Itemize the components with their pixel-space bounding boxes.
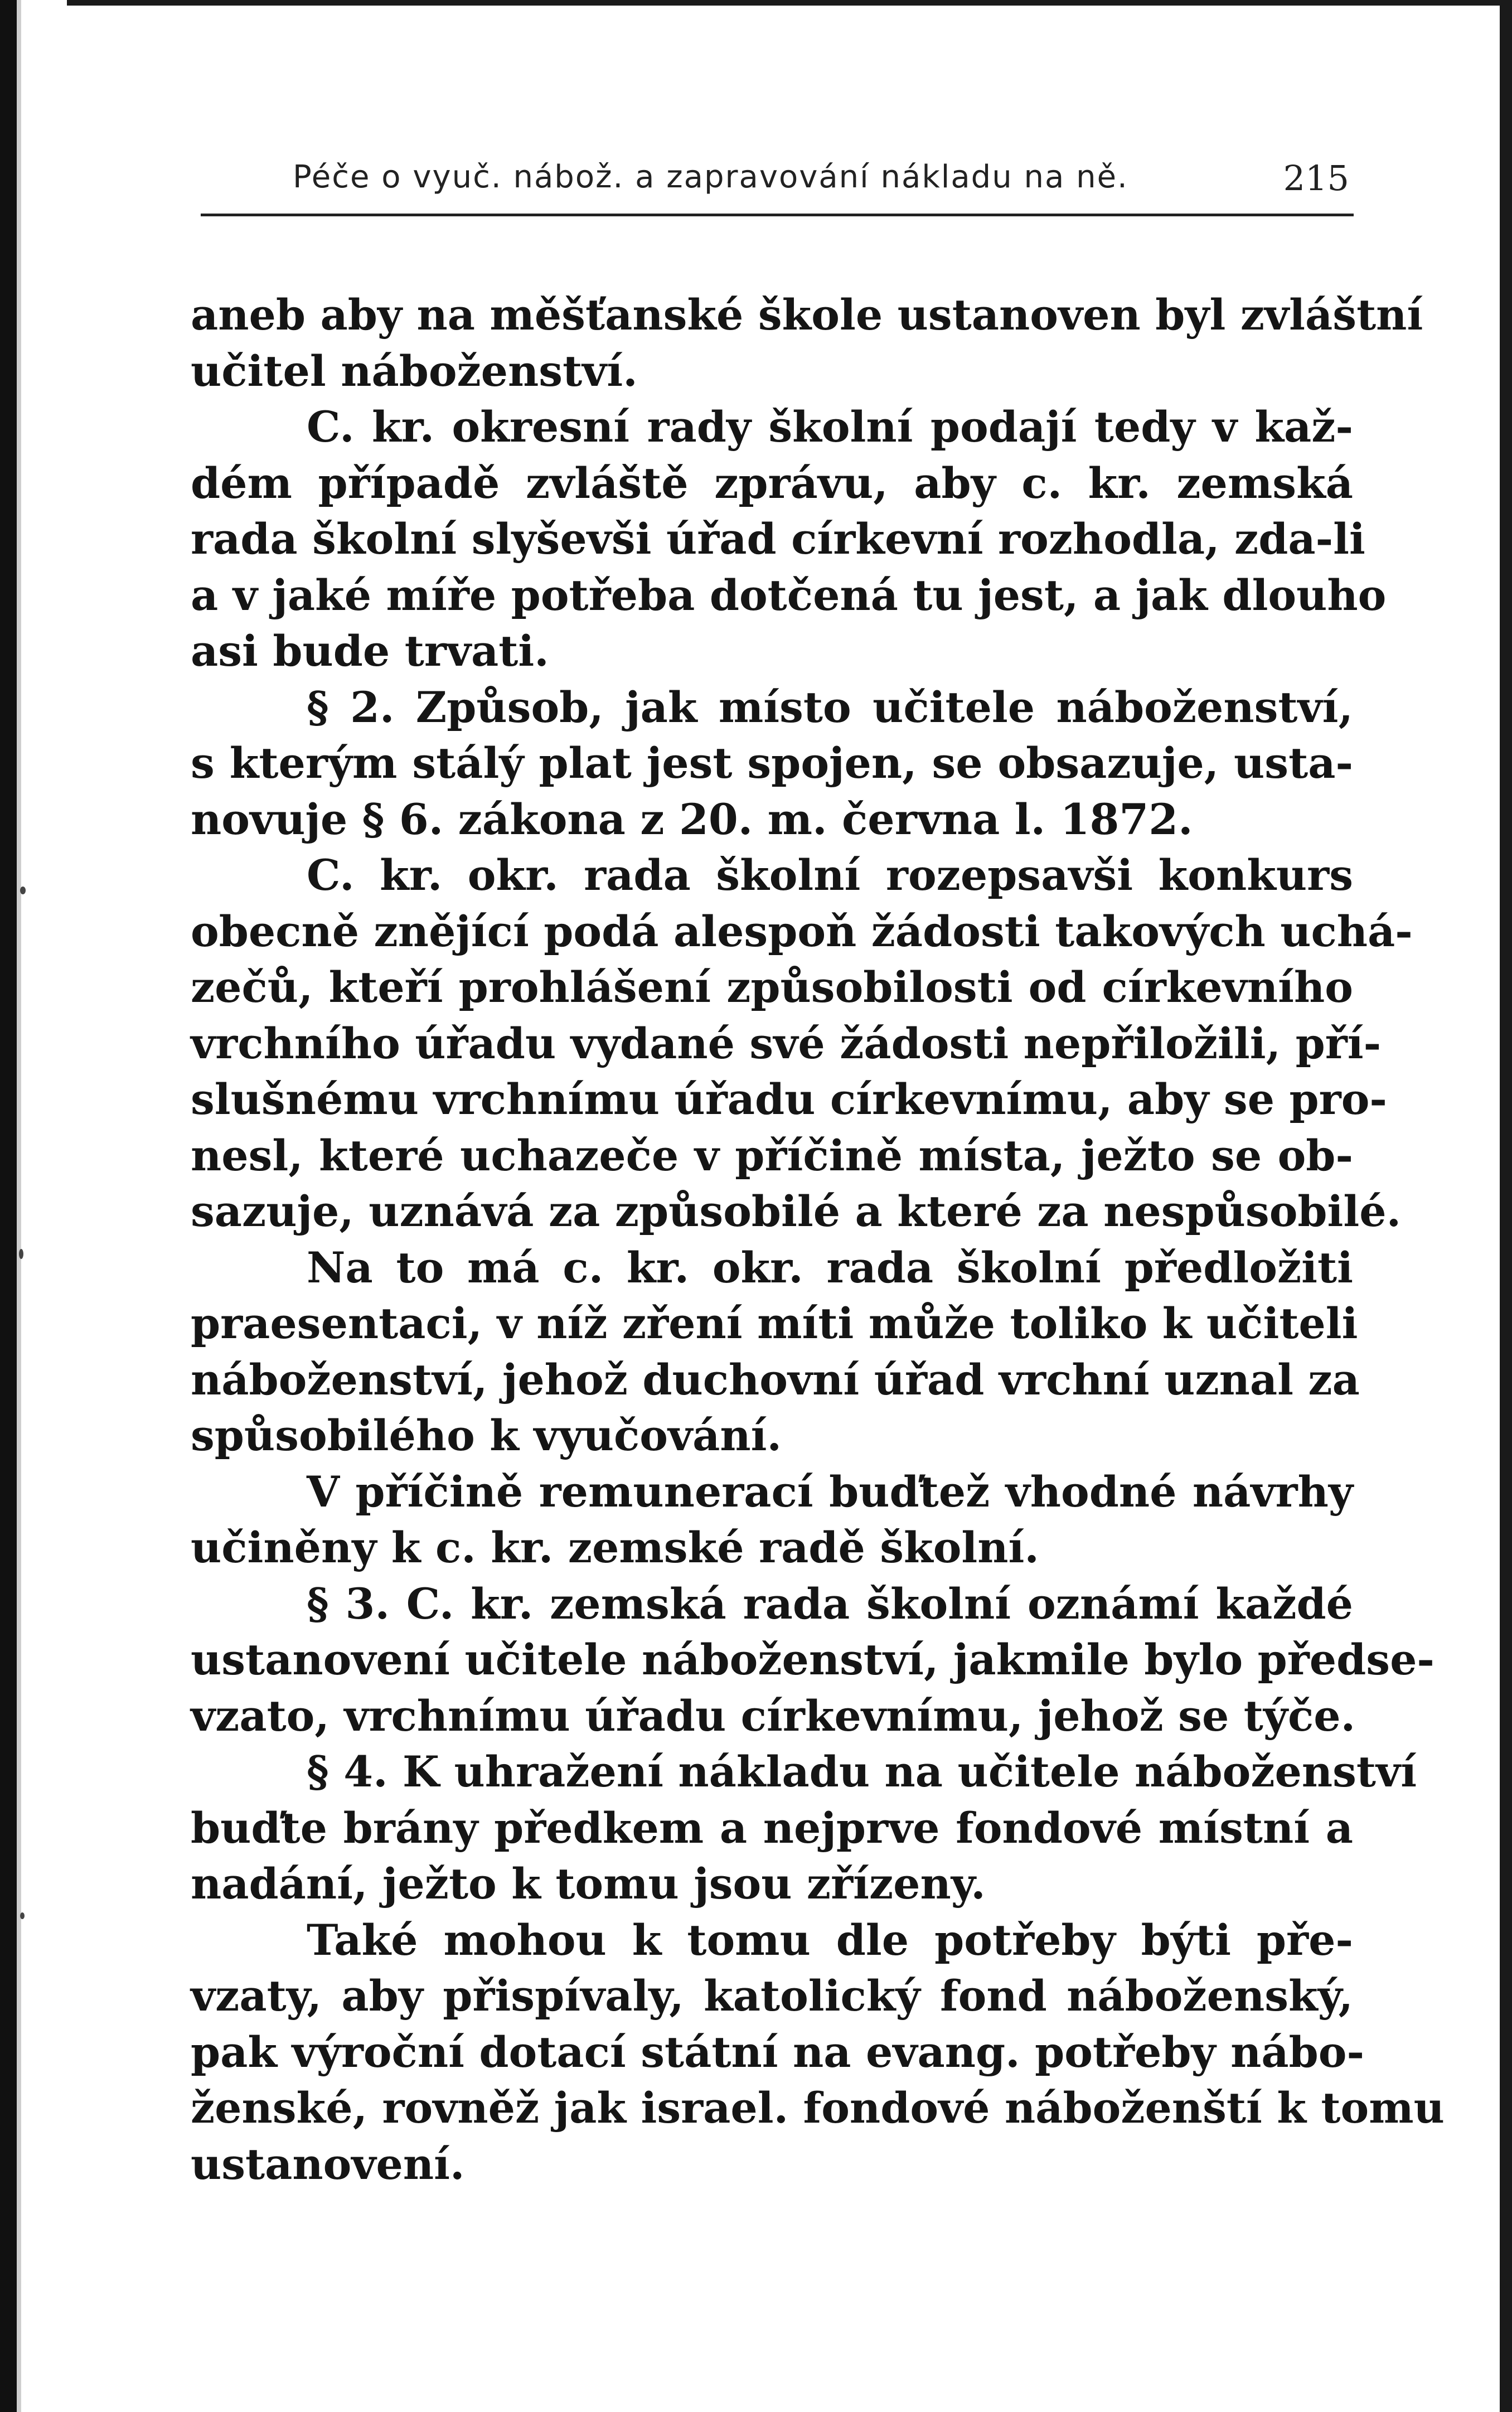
- text-line: učitel náboženství.: [191, 346, 638, 396]
- text-line: § 2. Způsob, jak místo učitele náboženství,: [307, 682, 1353, 732]
- page-number: 215: [1283, 158, 1349, 198]
- text-line: ženské, rovněž jak israel. fondové náboženští k tomu: [191, 2083, 1445, 2133]
- scan-top-edge: [67, 0, 1512, 6]
- text-line: spůsobilého k vyučování.: [191, 1411, 782, 1460]
- text-line: asi bude trvati.: [191, 626, 549, 676]
- text-line: vrchního úřadu vydané své žádosti nepřiložili, pří-: [191, 1019, 1382, 1068]
- text-line: C. kr. okresní rady školní podají tedy v kaž-: [307, 402, 1353, 452]
- text-line: nesl, které uchazeče v příčině místa, ježto se ob-: [191, 1131, 1353, 1180]
- text-line: obecně znějící podá alespoň žádosti takových uchá-: [191, 907, 1413, 956]
- text-line: vzaty, aby přispívaly, katolický fond náboženský,: [191, 1971, 1353, 2021]
- text-line: nadání, ježto k tomu jsou zřízeny.: [191, 1859, 986, 1909]
- text-line: V příčině remunerací buďtež vhodné návrhy: [307, 1467, 1353, 1517]
- text-line: náboženství, jehož duchovní úřad vrchní uznal za: [191, 1355, 1360, 1404]
- text-line: Také mohou k tomu dle potřeby býti pře-: [307, 1915, 1353, 1965]
- text-line: aneb aby na měšťanské škole ustanoven byl zvláštní: [191, 290, 1423, 340]
- text-line: sazuje, uznává za způsobilé a které za nespůsobilé.: [191, 1186, 1402, 1236]
- text-line: novuje § 6. zákona z 20. m. června l. 1872.: [191, 795, 1193, 844]
- text-line: a v jaké míře potřeba dotčená tu jest, a jak dlouho: [191, 570, 1387, 620]
- scan-speck: [20, 887, 26, 894]
- text-line: ustanovení.: [191, 2139, 465, 2189]
- text-line: zečů, kteří prohlášení způsobilosti od církevního: [191, 962, 1353, 1012]
- text-line: pak výroční dotací státní na evang. potřeby nábo-: [191, 2027, 1365, 2077]
- text-line: vzato, vrchnímu úřadu církevnímu, jehož se týče.: [191, 1691, 1356, 1741]
- text-line: dém případě zvláště zprávu, aby c. kr. zemská: [191, 458, 1353, 508]
- text-line: buďte brány předkem a nejprve fondové místní a: [191, 1803, 1353, 1853]
- scan-speck: [20, 1912, 25, 1919]
- text-line: učiněny k c. kr. zemské radě školní.: [191, 1523, 1039, 1572]
- text-line: C. kr. okr. rada školní rozepsavši konkurs: [307, 850, 1353, 900]
- text-line: ustanovení učitele náboženství, jakmile bylo předse-: [191, 1635, 1435, 1684]
- scan-right-edge: [1500, 0, 1512, 2412]
- header-rule: [201, 214, 1354, 216]
- text-line: Na to má c. kr. okr. rada školní předložiti: [307, 1243, 1353, 1292]
- text-line: rada školní slyševši úřad církevní rozhodla, zda-li: [191, 514, 1365, 564]
- scan-left-edge-inner: [17, 0, 21, 2412]
- scan-speck: [19, 1249, 23, 1259]
- text-line: § 3. C. kr. zemská rada školní oznámí každé: [307, 1579, 1353, 1629]
- text-line: praesentaci, v níž zření míti může toliko k učiteli: [191, 1299, 1358, 1348]
- text-line: s kterým stálý plat jest spojen, se obsazuje, usta-: [191, 738, 1353, 788]
- text-line: § 4. K uhražení nákladu na učitele náboženství: [307, 1747, 1417, 1796]
- running-header: [293, 153, 1349, 204]
- text-line: slušnému vrchnímu úřadu církevnímu, aby se pro-: [191, 1074, 1387, 1124]
- scan-left-edge: [0, 0, 17, 2412]
- running-title: Péče o vyuč. nábož. a zapravování nákladu na ně.: [293, 159, 1128, 195]
